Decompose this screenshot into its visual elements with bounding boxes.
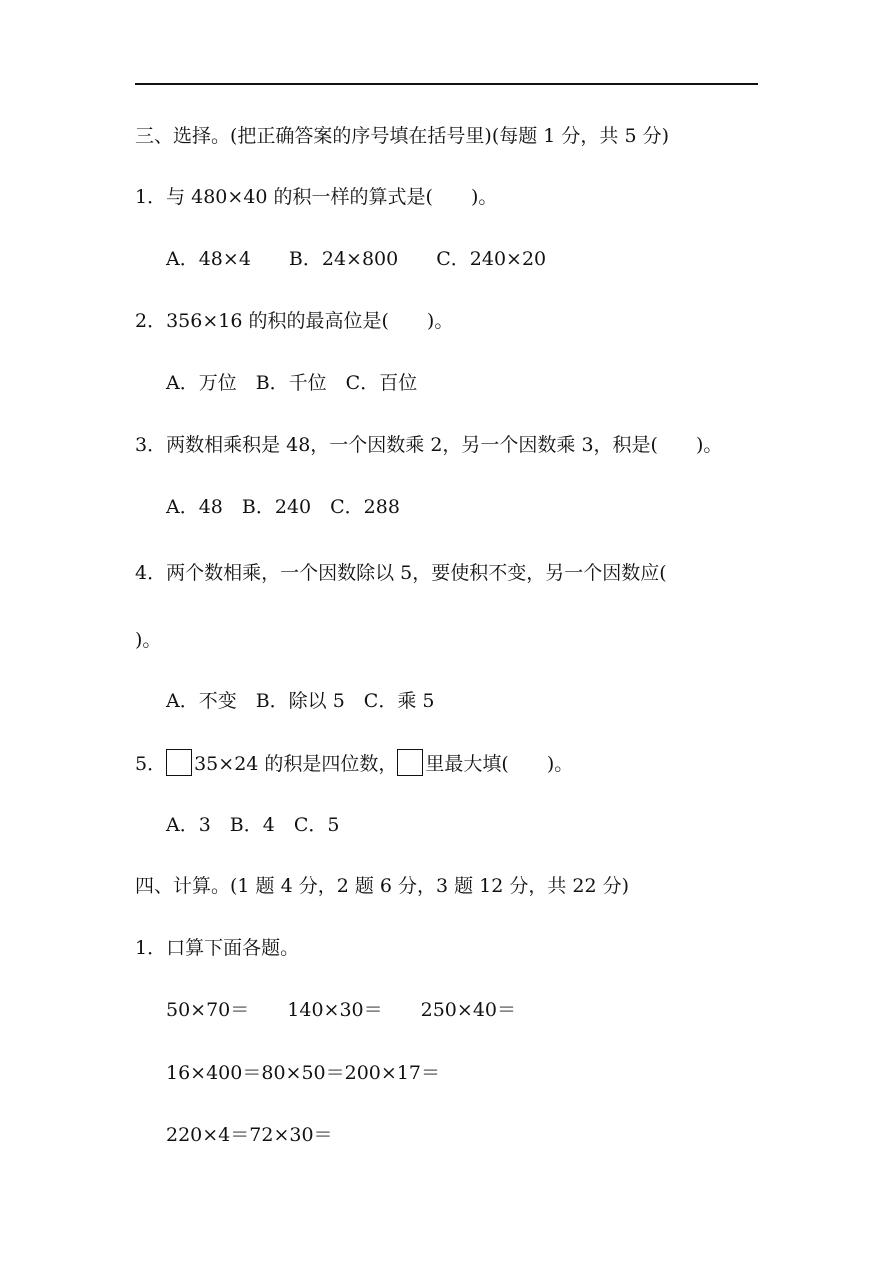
- blank-box[interactable]: [397, 749, 423, 776]
- question-2-options: A．万位 B．千位 C．百位: [166, 372, 418, 394]
- calc-row-1: 50×70＝ 140×30＝ 250×40＝: [166, 999, 516, 1021]
- question-5: [135, 749, 573, 776]
- question-4-line-1: 4．两个数相乘，一个因数除以 5，要使积不变，另一个因数应(: [135, 562, 667, 584]
- question-5-options: A．3 B．4 C．5: [166, 814, 340, 836]
- question-5-number: 5．: [135, 753, 167, 775]
- question-5-text-1: 35×24 的积是四位数，: [194, 753, 398, 775]
- question-3-options: A．48 B．240 C．288: [166, 496, 400, 518]
- question-1: 1．与 480×40 的积一样的算式是( )。: [135, 186, 498, 208]
- question-4-options: A．不变 B．除以 5 C．乘 5: [166, 690, 435, 712]
- question-1-options: A．48×4 B．24×800 C．240×20: [166, 248, 547, 270]
- question-4-line-2: )。: [135, 629, 162, 651]
- question-2: 2．356×16 的积的最高位是( )。: [135, 310, 454, 332]
- calc-row-2: 16×400＝80×50＝200×17＝: [166, 1062, 440, 1084]
- blank-box[interactable]: [166, 749, 192, 776]
- section-4-title: 四、计算。(1 题 4 分，2 题 6 分，3 题 12 分，共 22 分): [135, 875, 630, 897]
- calc-row-3: 220×4＝72×30＝: [166, 1124, 333, 1146]
- question-3: 3．两数相乘积是 48，一个因数乘 2，另一个因数乘 3，积是( )。: [135, 434, 723, 456]
- header-rule: [135, 83, 758, 85]
- calc-question-1: 1．口算下面各题。: [135, 937, 300, 959]
- question-5-text-2: 里最大填( )。: [425, 753, 574, 775]
- section-3-title: 三、选择。(把正确答案的序号填在括号里)(每题 1 分，共 5 分): [135, 125, 669, 147]
